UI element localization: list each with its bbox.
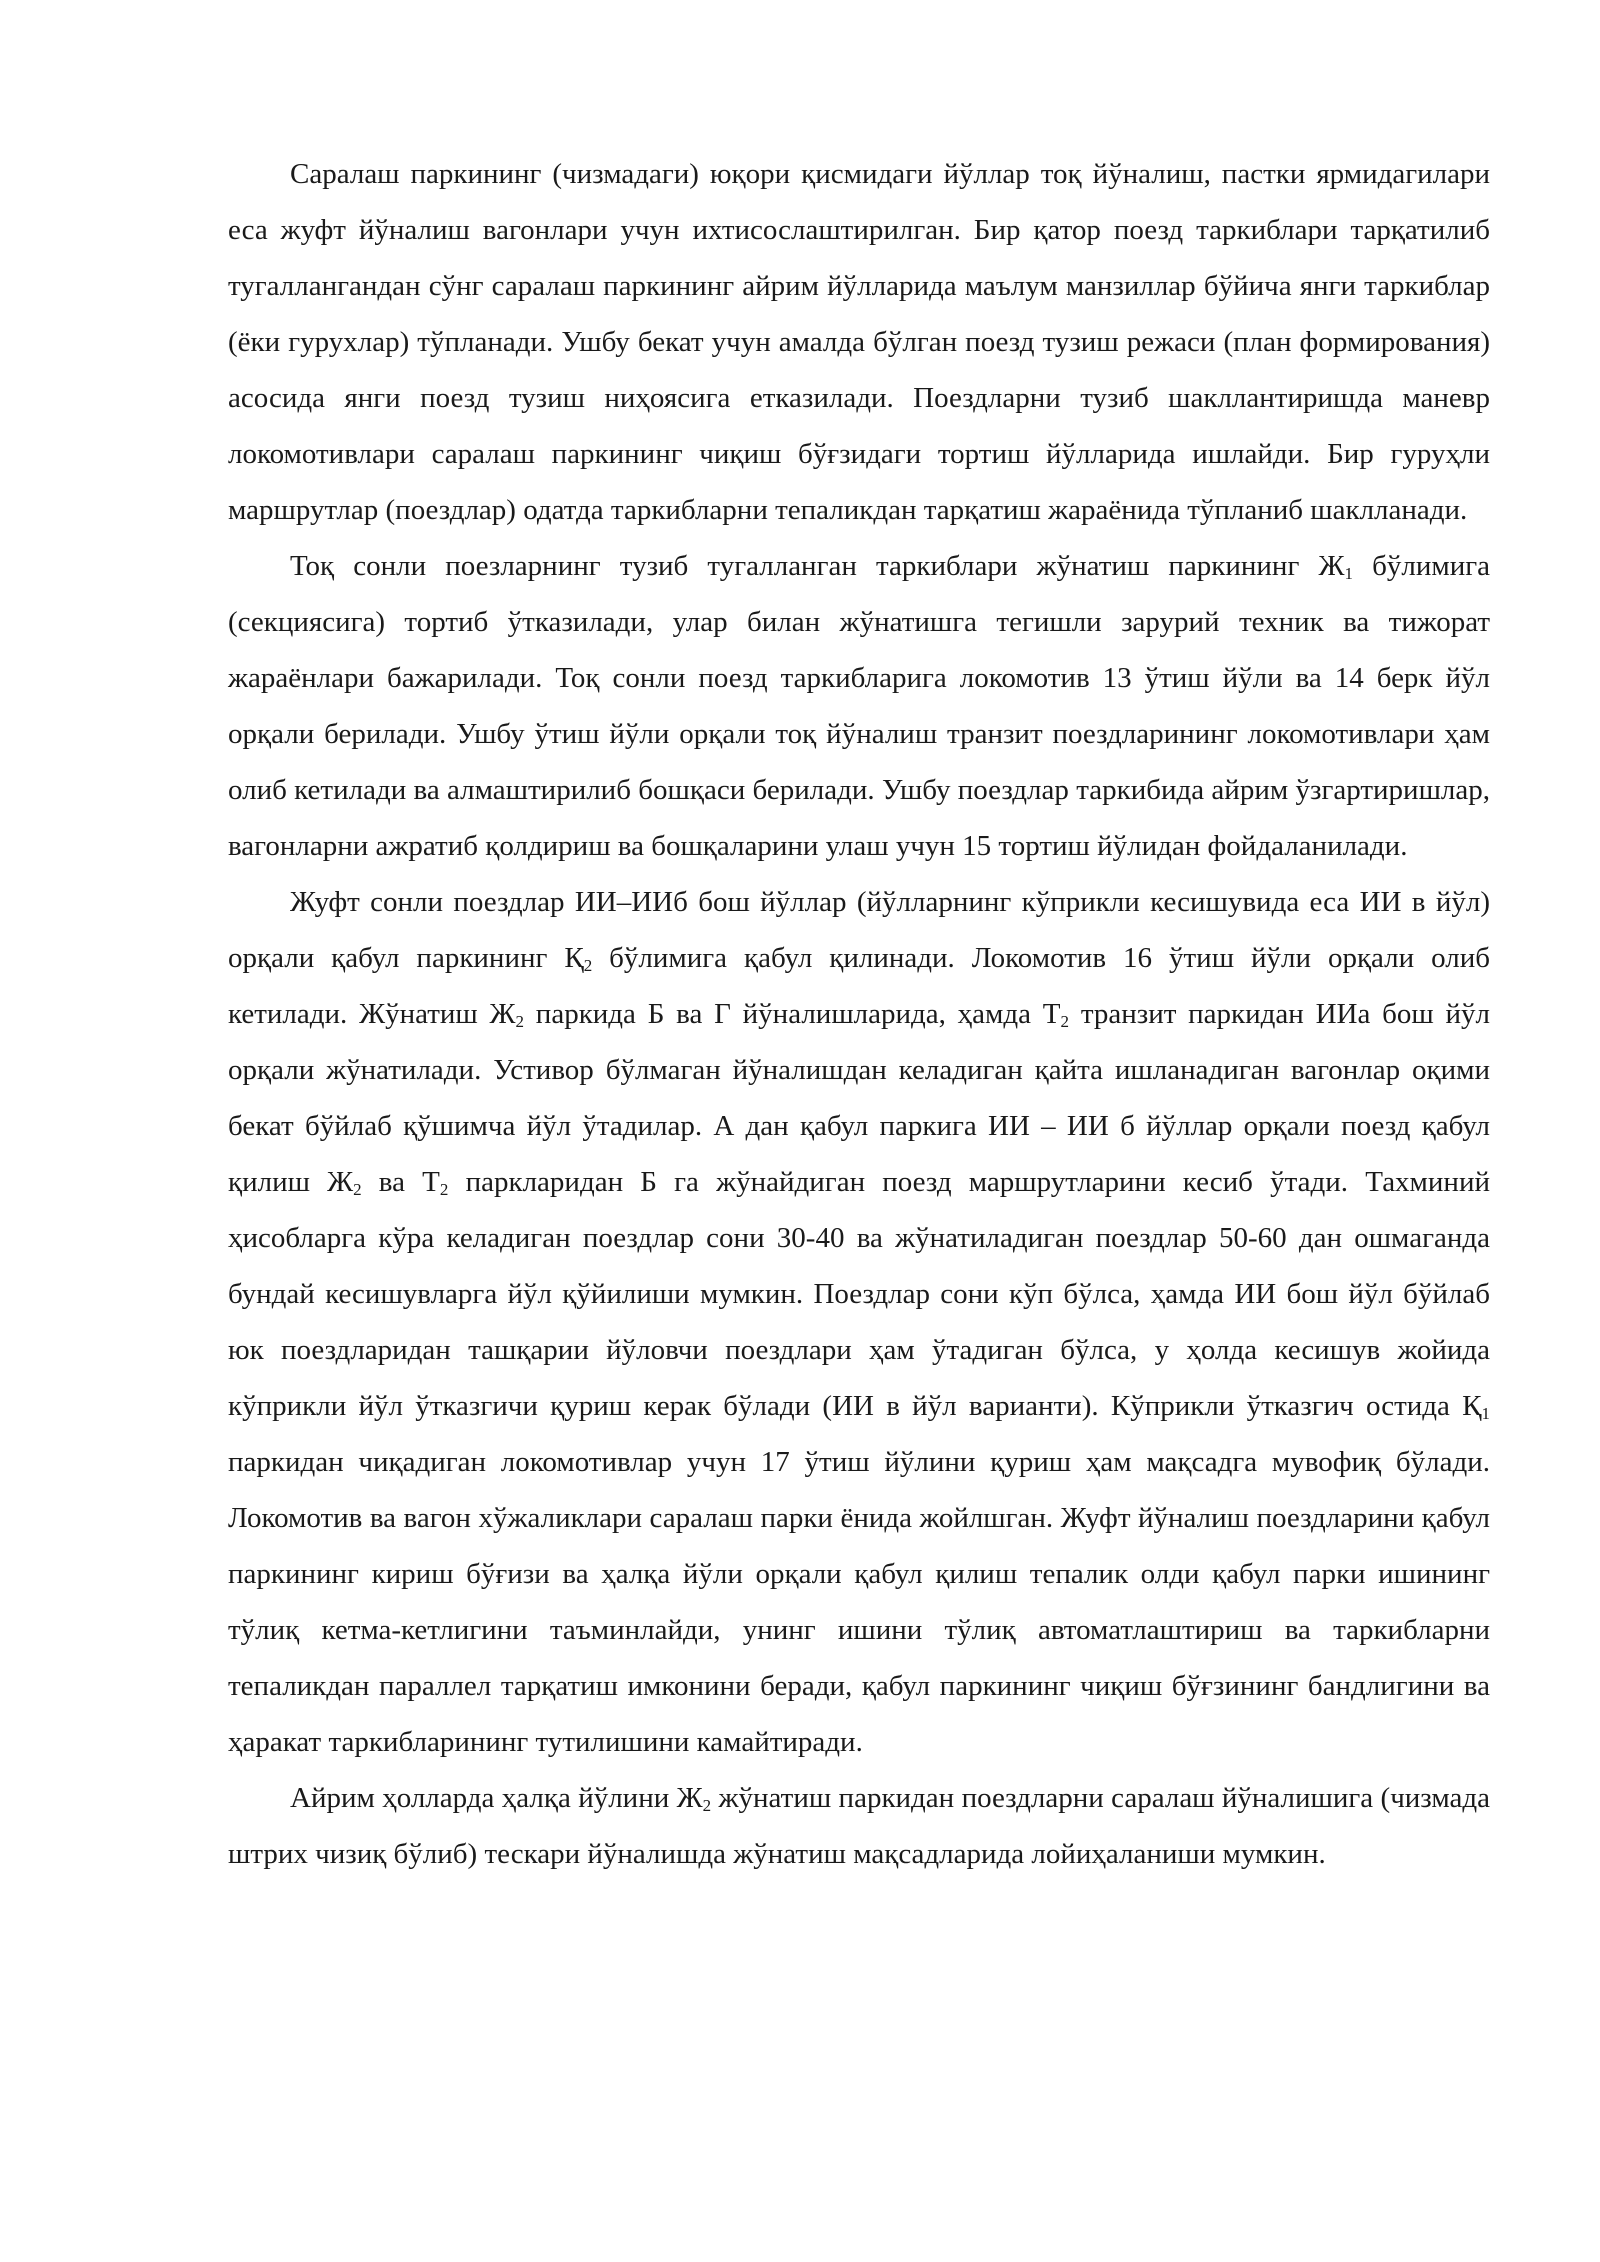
paragraph-1	[228, 146, 1490, 538]
paragraph-4	[228, 1770, 1490, 1882]
text-run: транзит паркидан ИИа бош йўл орқали жўнатилади. Устивор бўлмаган йўналишдан келадиган қайта ишланадиган вагонлар оқими бекат бўйлаб қўшимча йўл ўтадилар. А дан қабул паркига ИИ – ИИ б йўллар орқали поезд қабул қилиш Ж	[228, 998, 1491, 1198]
subscript: 2	[702, 1796, 712, 1815]
text-run: жўнатиш паркидан поездларни саралаш йўналишига (чизмада штрих чизиқ бўлиб) тескари йўналишда жўнатиш мақсадларида лойиҳаланиши мумкин.	[228, 1782, 1490, 1870]
subscript: 2	[583, 956, 593, 975]
text-run: паркида Б ва Г йўналишларида, ҳамда Т	[524, 998, 1061, 1030]
subscript: 2	[1060, 1012, 1070, 1031]
subscript: 1	[1344, 564, 1353, 583]
document-page	[228, 146, 1490, 1882]
text-run: Тоқ сонли поезларнинг тузиб тугалланган таркиблари жўнатиш паркининг Ж	[290, 550, 1345, 582]
text-run: бўлимига қабул қилинади. Локомотив 16 ўтиш йўли орқали олиб кетилади. Жўнатиш Ж	[228, 942, 1490, 1030]
text-run: Саралаш паркининг (чизмадаги) юқори қисмидаги йўллар тоқ йўналиш, пастки ярмидагилари еса жуфт йўналиш вагонлари учун ихтисослаштирилган. Бир қатор поезд таркиблари тарқатилиб тугаллангандан сўнг саралаш паркининг айрим йўлларида маълум манзиллар бўйича янги таркиблар (ёки гурухлар) тўпланади. Ушбу бекат учун амалда бўлган поезд тузиш режаси (план формирования) асосида янги поезд тузиш ниҳоясига етказилади. Поездларни тузиб шакллантиришда маневр локомотивлари саралаш паркининг чиқиш бўғзидаги тортиш йўлларида ишлайди. Бир гуруҳли маршрутлар (поездлар) одатда таркибларни тепаликдан тарқатиш жараёнида тўпланиб шаклланади.	[228, 158, 1490, 526]
subscript: 2	[515, 1012, 525, 1031]
text-run: паркларидан Б га жўнайдиган поезд маршрутларини кесиб ўтади. Тахминий ҳисобларга кўра келадиган поездлар сони 30-40 ва жўнатиладиган поездлар 50-60 дан ошмаганда бундай кесишувларга йўл қўйилиши мумкин. Поездлар сони кўп бўлса, ҳамда ИИ бош йўл бўйлаб юк поездларидан ташқарии йўловчи поездлари ҳам ўтадиган бўлса, у ҳолда кесишув жойида кўприкли йўл ўтказгичи қуриш керак бўлади (ИИ в йўл варианти). Кўприкли ўтказгич остида Қ	[228, 1166, 1490, 1422]
subscript: 1	[1481, 1404, 1490, 1423]
text-run: паркидан чиқадиган локомотивлар учун 17 ўтиш йўлини қуриш ҳам мақсадга мувофиқ бўлади. Локомотив ва вагон хўжаликлари саралаш парки ёнида жойлшган. Жуфт йўналиш поездларини қабул паркининг кириш бўғизи ва ҳалқа йўли орқали қабул қилиш тепалик олди қабул парки ишининг тўлиқ кетма-кетлигини таъминлайди, унинг ишини тўлиқ автоматлаштириш ва таркибларни тепаликдан параллел тарқатиш имконини беради, қабул паркининг чиқиш бўғзининг бандлигини ва ҳаракат таркибларининг тутилишини камайтиради.	[228, 1446, 1490, 1758]
text-run: бўлимига (секциясига) тортиб ўтказилади, улар билан жўнатишга тегишли зарурий техник ва тижорат жараёнлари бажарилади. Тоқ сонли поезд таркибларига локомотив 13 ўтиш йўли ва 14 берк йўл орқали берилади. Ушбу ўтиш йўли орқали тоқ йўналиш транзит поездларининг локомотивлари ҳам олиб кетилади ва алмаштирилиб бошқаси берилади. Ушбу поездлар таркибида айрим ўзгартиришлар, вагонларни ажратиб қолдириш ва бошқаларини улаш учун 15 тортиш йўлидан фойдаланилади.	[228, 550, 1490, 862]
subscript: 2	[353, 1180, 362, 1199]
text-run: ва Т	[361, 1166, 440, 1198]
subscript: 2	[439, 1180, 449, 1199]
text-run: Айрим ҳолларда ҳалқа йўлини Ж	[290, 1782, 703, 1814]
paragraph-3	[228, 874, 1490, 1770]
paragraph-2	[228, 538, 1490, 874]
text-run: Жуфт сонли поездлар ИИ–ИИб бош йўллар (йўлларнинг кўприкли кесишувида еса ИИ в йўл) орқали қабул паркининг Қ	[228, 886, 1490, 974]
